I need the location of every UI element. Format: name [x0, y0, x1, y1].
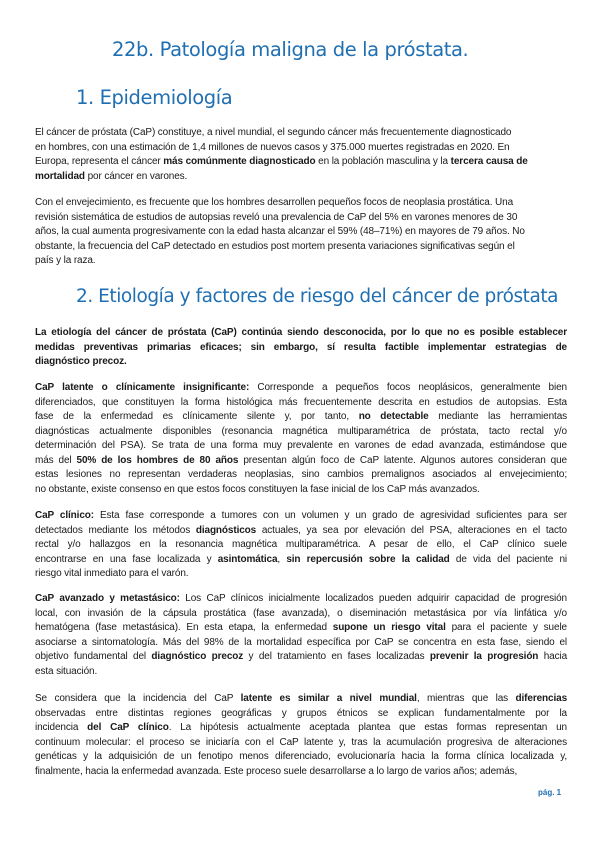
bold-text-run: CaP avanzado y metastásico:	[35, 593, 180, 604]
text-line	[35, 196, 567, 211]
text-run: rectal y/o hallazgos en la resonancia magnética multiparamétrica. A pesar de ello, el CaP clínico suele	[35, 539, 567, 551]
text-line	[35, 454, 567, 469]
bold-text-run: latente es similar a nivel mundial	[240, 693, 417, 704]
text-run: para el paciente y suele	[445, 622, 567, 634]
text-run: Esta fase corresponde a tumores con un volumen y un grado de agresividad suficientes para ser	[93, 510, 567, 521]
bold-text-run: asintomática	[217, 553, 278, 565]
text-run: esta situación.	[35, 665, 98, 677]
bold-text-run: 50% de los hombres de 80 años	[76, 454, 239, 466]
text-run: local, con invasión de la cápsula prostática (fase avanzada), o diseminación metastásica por vía linfática y/o	[35, 607, 567, 619]
text-run: de vida del paciente ni	[449, 553, 567, 565]
bold-text-run: del CaP clínico	[87, 722, 169, 734]
text-run: obstante, la frecuencia del CaP detectado en estudios post mortem presenta variaciones significativas según el	[35, 240, 515, 252]
text-line	[35, 155, 567, 170]
text-run: hematógena (fase metastásica). En esta etapa, la enfermedad	[35, 622, 333, 634]
bold-text-run: prevenir la progresión	[429, 651, 539, 663]
text-line	[35, 211, 567, 226]
text-line	[35, 524, 567, 539]
text-run: país y la raza.	[35, 255, 96, 267]
bold-text-run: más comúnmente diagnosticado	[163, 156, 316, 168]
text-run: por cáncer en varones.	[84, 170, 188, 182]
text-run: Corresponde a pequeños focos neoplásicos, generalmente bien	[249, 382, 567, 393]
paragraph-epidemiologia-1	[35, 126, 567, 184]
bold-text-run: medidas preventivas primarias eficaces; sin embargo, sí resulta factible implementar estrategias de	[35, 341, 567, 353]
text-line	[35, 553, 567, 568]
text-line	[35, 665, 567, 680]
bold-text-run: diagnósticos	[195, 524, 257, 536]
paragraph-etiologia-intro	[35, 326, 567, 370]
bold-text-run: mortalidad	[35, 170, 85, 182]
text-run: Con el envejecimiento, es frecuente que los hombres desarrollen pequeños focos de neoplasia prostática. Una	[35, 197, 514, 208]
text-line	[35, 692, 567, 707]
paragraph-cap-latente	[35, 381, 567, 497]
text-line	[35, 341, 567, 356]
text-line	[35, 439, 567, 454]
text-run: años, la cual aumenta progresivamente con la edad hasta alcanzar el 59% (48–71%) en mayores de 79 años. No	[35, 226, 525, 238]
text-line	[35, 240, 567, 255]
text-line	[35, 483, 567, 498]
text-line	[35, 141, 567, 156]
paragraph-cap-clinico	[35, 509, 567, 582]
bold-text-run: supone un riesgo vital	[332, 622, 446, 634]
text-run: diagnósticas actualmente disponibles (resonancia magnética multiparamétrica de próstata, tacto rectal y/o	[35, 425, 567, 437]
text-run: mediante las herramientas	[428, 411, 568, 423]
text-run: hacia	[538, 651, 568, 663]
text-line	[35, 225, 567, 240]
text-run: Se considera que la incidencia del CaP	[35, 693, 241, 704]
bold-text-run: CaP latente o clínicamente insignificante:	[35, 382, 250, 393]
bold-text-run: sin repercusión sobre la calidad	[286, 553, 450, 565]
text-run: objetivo fundamental del	[35, 651, 152, 663]
section-heading-etiologia: 2. Etiología y factores de riesgo del cáncer de próstata	[76, 286, 559, 307]
text-line	[35, 621, 567, 636]
text-run: Europa, representa el cáncer	[35, 156, 164, 168]
text-line	[35, 126, 567, 141]
text-run: continuum molecular: el proceso se iniciaría con el CaP latente y, tras la acumulación progresiva de alteraciones	[35, 736, 567, 748]
text-line	[35, 650, 567, 665]
text-line	[35, 396, 567, 411]
text-run: riesgo vital inmediato para el varón.	[35, 568, 189, 580]
text-line	[35, 736, 567, 751]
text-line	[35, 592, 567, 607]
text-line	[35, 254, 567, 269]
text-run: ,	[277, 553, 287, 565]
paragraph-cap-avanzado	[35, 592, 567, 679]
text-run: finalmente, hacia la enfermedad avanzada. Este proceso suele desarrollarse a lo largo de varios años; además,	[35, 765, 518, 777]
text-run: diferenciados, que constituyen la forma histológica más frecuentemente descrita en estudios de autopsias. Esta	[35, 396, 567, 408]
bold-text-run: CaP clínico:	[35, 510, 94, 521]
text-run: en hombres, con una estimación de 1,4 millones de nuevos casos y 375.000 muertes registradas en 2020. En	[35, 141, 510, 153]
text-run: genéticas y la adquisición de un fenotipo menos diferenciado, evolucionaría hacia la forma clínica localizada y,	[35, 751, 567, 763]
text-line	[35, 636, 567, 651]
text-line	[35, 468, 567, 483]
bold-text-run: diagnóstico precoz.	[35, 356, 127, 368]
text-run: y del tratamiento en fases localizadas	[243, 651, 430, 663]
text-line	[35, 425, 567, 440]
text-line	[35, 750, 567, 765]
text-line	[35, 170, 567, 185]
text-run: observadas entre distintas regiones geográficas y grupos étnicos se explican fundamentalmente por la	[35, 707, 567, 719]
bold-text-run: tercera causa de	[450, 156, 528, 168]
bold-text-run: diagnóstico precoz	[151, 651, 244, 663]
text-run: encontrarse en una fase localizada y	[35, 553, 218, 565]
document-title: 22b. Patología maligna de la próstata.	[112, 38, 469, 61]
page-number: pág. 1	[538, 788, 562, 797]
paragraph-incidencia	[35, 692, 567, 779]
text-run: incidencia	[35, 722, 88, 734]
text-run: no obstante, existe consenso en que estos focos constituyen la fase inicial de los CaP más avanzados.	[35, 483, 480, 495]
text-run: en la población masculina y la	[315, 156, 451, 168]
text-line	[35, 567, 567, 582]
text-run: estas lesiones no representan verdaderas neoplasias, sino cambios premalignos asociados al envejecimiento;	[35, 469, 567, 481]
text-run: más del	[35, 454, 77, 466]
text-line	[35, 355, 567, 370]
paragraph-epidemiologia-2	[35, 196, 567, 269]
bold-text-run: La etiología del cáncer de próstata (CaP) continúa siendo desconocida, por lo que no es posible establecer	[35, 327, 567, 338]
text-line	[35, 721, 567, 736]
text-run: actuales, ya sea por elevación del PSA, alteraciones en el tacto	[256, 524, 567, 536]
text-run: revisión sistemática de estudios de autopsias reveló una prevalencia de CaP del 5% en varones menores de 30	[35, 211, 518, 223]
text-run: fase de la enfermedad es clínicamente silente y, por tanto,	[35, 411, 359, 423]
text-run: . La hipótesis actualmente aceptada plantea que estas formas representan un	[168, 722, 567, 734]
text-line	[35, 509, 567, 524]
text-run: presentan algún foco de CaP latente. Algunos autores consideran que	[238, 454, 567, 466]
text-line	[35, 607, 567, 622]
text-line	[35, 538, 567, 553]
section-heading-epidemiologia: 1. Epidemiología	[76, 86, 233, 109]
text-run: detectados mediante los métodos	[35, 524, 196, 536]
text-run: , mientras que las	[416, 693, 516, 704]
text-line	[35, 707, 567, 722]
text-line	[35, 410, 567, 425]
bold-text-run: no detectable	[358, 411, 429, 423]
text-line	[35, 381, 567, 396]
text-run: asociarse a sintomatología. Más del 98% de la mortalidad específica por CaP se concentra en esta fase, siendo el	[35, 636, 567, 648]
text-run: El cáncer de próstata (CaP) constituye, a nivel mundial, el segundo cáncer más frecuentemente diagnosticado	[35, 127, 512, 138]
text-run: Los CaP clínicos inicialmente localizados pueden adquirir capacidad de progresión	[179, 593, 567, 604]
bold-text-run: diferencias	[515, 693, 568, 704]
text-line	[35, 326, 567, 341]
text-line	[35, 765, 567, 780]
text-run: determinación del PSA). Se trata de una forma muy prevalente en varones de edad avanzada, estimándose que	[35, 440, 567, 452]
